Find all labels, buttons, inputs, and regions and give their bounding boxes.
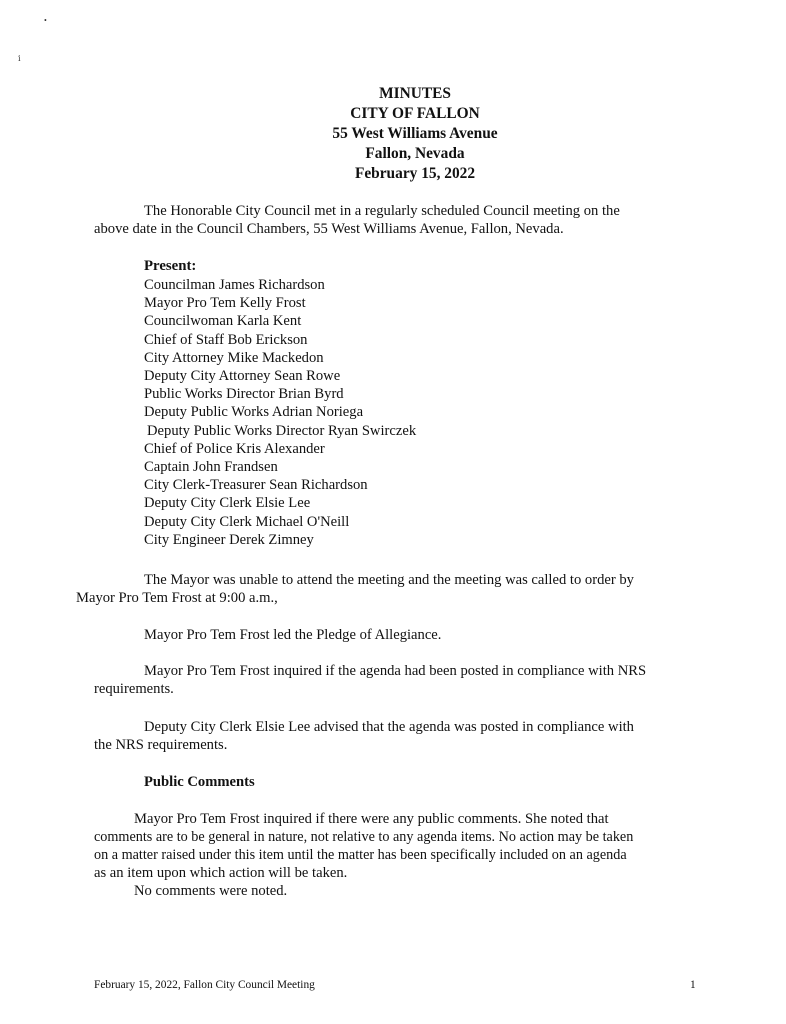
call-to-order-line-2: Mayor Pro Tem Frost at 9:00 a.m., xyxy=(76,590,278,606)
present-heading: Present: xyxy=(144,258,197,274)
agenda-inquiry-line-2: requirements. xyxy=(94,681,174,697)
attendee-list xyxy=(144,276,416,549)
footer-meeting-label: February 15, 2022, Fallon City Council Meeting xyxy=(94,979,315,991)
public-comments-line-4: as an item upon which action will be taken. xyxy=(94,865,348,881)
attendee: Deputy Public Works Adrian Noriega xyxy=(144,404,364,421)
attendee: Deputy City Clerk Michael O'Neill xyxy=(144,513,350,530)
present-section xyxy=(144,257,416,549)
public-comments-line-1: Mayor Pro Tem Frost inquired if there were any public comments. She noted that xyxy=(134,811,609,827)
attendee: Deputy City Clerk Elsie Lee xyxy=(144,495,311,512)
public-comments-heading: Public Comments xyxy=(144,774,255,790)
public-comments-line-5: No comments were noted. xyxy=(134,883,288,899)
public-comments-line-2: comments are to be general in nature, not relative to any agenda items. No action may be taken xyxy=(94,829,634,845)
attendee: Public Works Director Brian Byrd xyxy=(144,386,344,403)
header-address: 55 West Williams Avenue xyxy=(332,125,498,142)
scan-speck: • xyxy=(44,16,47,25)
document-header xyxy=(0,84,786,184)
header-location: Fallon, Nevada xyxy=(365,145,465,162)
intro-line-2: above date in the Council Chambers, 55 West Williams Avenue, Fallon, Nevada. xyxy=(94,221,564,237)
header-title: MINUTES xyxy=(379,85,451,102)
agenda-inquiry-line-1: Mayor Pro Tem Frost inquired if the agenda had been posted in compliance with NRS xyxy=(144,663,647,679)
attendee: Deputy Public Works Director Ryan Swirczek xyxy=(147,422,417,439)
agenda-response-line-2: the NRS requirements. xyxy=(94,737,228,753)
attendee: Mayor Pro Tem Kelly Frost xyxy=(144,295,306,312)
scan-speck: ⅰ xyxy=(18,54,21,63)
attendee: City Attorney Mike Mackedon xyxy=(144,349,324,366)
pledge-paragraph: Mayor Pro Tem Frost led the Pledge of Allegiance. xyxy=(144,627,442,643)
attendee: Chief of Staff Bob Erickson xyxy=(144,331,308,348)
header-date: February 15, 2022 xyxy=(354,165,476,182)
public-comments-line-3: on a matter raised under this item until the matter has been specifically included on an agenda xyxy=(94,847,627,863)
attendee: Chief of Police Kris Alexander xyxy=(144,440,325,457)
footer-page-number: 1 xyxy=(690,979,696,991)
attendee: City Engineer Derek Zimney xyxy=(144,531,314,548)
attendee: Councilman James Richardson xyxy=(144,277,325,293)
attendee: Councilwoman Karla Kent xyxy=(144,313,302,330)
agenda-response-line-1: Deputy City Clerk Elsie Lee advised that the agenda was posted in compliance with xyxy=(144,719,634,735)
attendee: Captain John Frandsen xyxy=(144,459,278,476)
call-to-order-line-1: The Mayor was unable to attend the meeting and the meeting was called to order by xyxy=(144,572,634,588)
intro-line-1: The Honorable City Council met in a regularly scheduled Council meeting on the xyxy=(144,203,620,219)
attendee: City Clerk-Treasurer Sean Richardson xyxy=(144,477,368,494)
attendee: Deputy City Attorney Sean Rowe xyxy=(144,368,341,385)
header-city: CITY OF FALLON xyxy=(350,105,480,122)
